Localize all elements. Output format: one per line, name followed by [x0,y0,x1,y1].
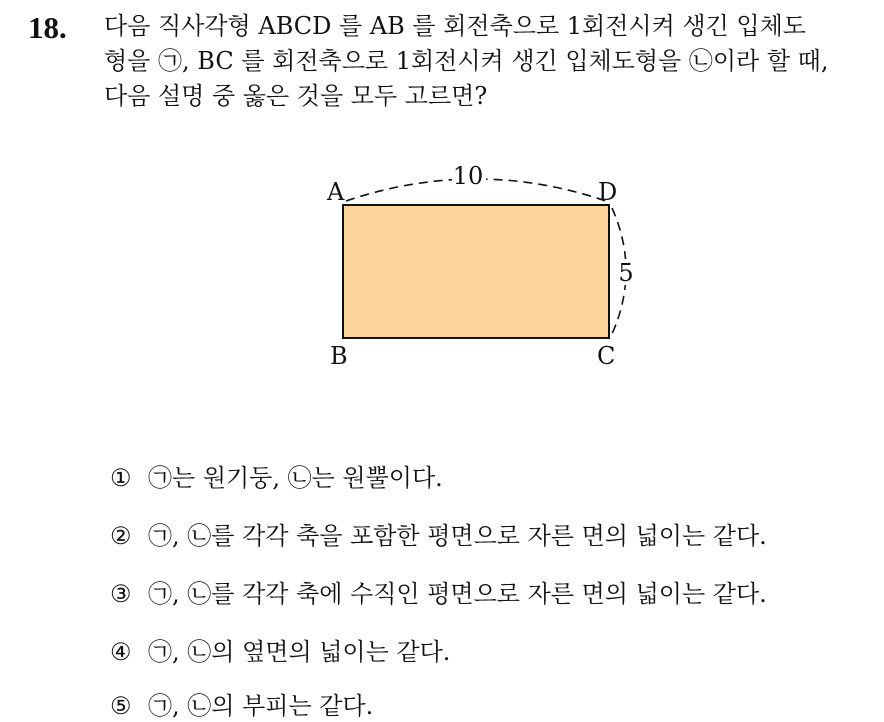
vertex-d-label: D [598,178,618,206]
rectangle-diagram-svg [310,155,650,375]
choice-4-number: ④ [110,638,132,666]
question-text-line-1: 다음 직사각형 ABCD 를 AB 를 회전축으로 1회전시켜 생긴 입체도 [104,12,806,40]
choice-2-number: ② [110,522,132,550]
choice-5[interactable] [110,690,373,722]
choice-1-text: ㉠는 원기둥, ㉡는 원뿔이다. [148,464,443,492]
rectangle-abcd [343,205,609,338]
question-number: 18. [28,10,67,45]
choice-2[interactable] [110,520,767,552]
choice-1-number: ① [110,464,132,492]
choice-3-number: ③ [110,580,132,608]
vertex-c-label: C [597,342,616,370]
choice-5-number: ⑤ [110,692,132,720]
choice-2-text: ㉠, ㉡를 각각 축을 포함한 평면으로 자른 면의 넓이는 같다. [148,522,767,550]
question-text-line-2: 형을 ㉠, BC 를 회전축으로 1회전시켜 생긴 입체도형을 ㉡이라 할 때, [104,47,829,75]
choice-5-text: ㉠, ㉡의 부피는 같다. [148,692,374,720]
choice-3[interactable] [110,578,767,610]
right-length-label: 5 [618,259,634,287]
choice-4[interactable] [110,636,450,668]
question-text-line-3: 다음 설명 중 옳은 것을 모두 고르면? [104,82,488,110]
choice-1[interactable] [110,462,443,494]
rectangle-figure [310,155,650,379]
vertex-b-label: B [330,342,348,370]
choice-3-text: ㉠, ㉡를 각각 축에 수직인 평면으로 자른 면의 넓이는 같다. [148,580,767,608]
top-length-label: 10 [452,162,484,190]
vertex-a-label: A [327,178,345,206]
choice-4-text: ㉠, ㉡의 옆면의 넓이는 같다. [148,638,451,666]
